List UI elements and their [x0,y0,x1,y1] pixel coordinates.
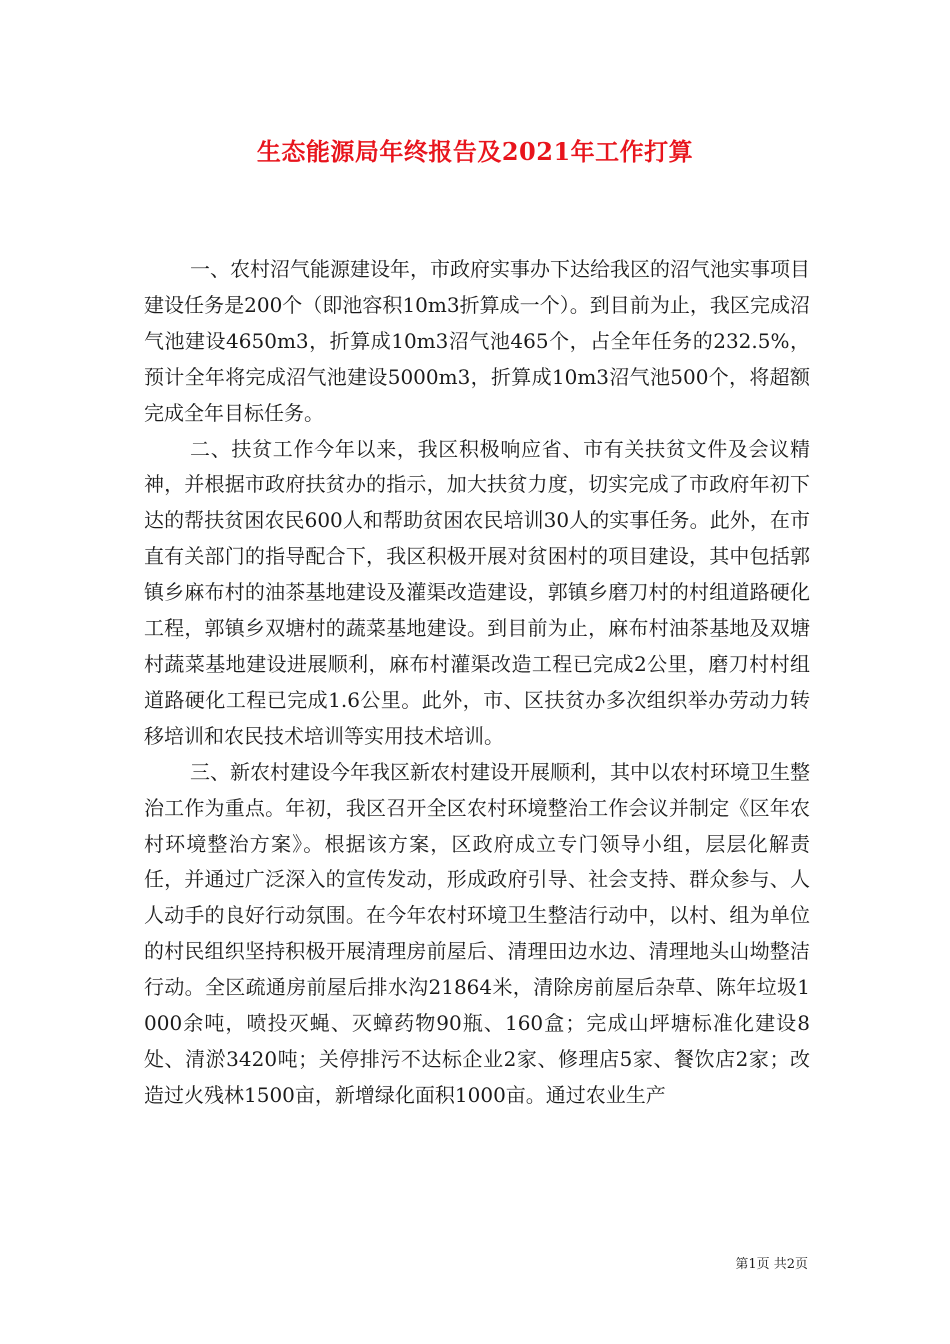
document-title: 生态能源局年终报告及2021年工作打算 [256,137,694,166]
page-number: 第1页 共2页 [735,1257,808,1272]
paragraph-biogas: 一、农村沼气能源建设年，市政府实事办下达给我区的沼气池实事项目建设任务是200个（即池容积10m3折算成一个）。到目前为止，我区完成沼气池建设4650m3，折算成10m3沼气池465个，占全年任务的232.5%，预计全年将完成沼气池建设5000m3，折算成10m3沼气池500个，将超额完成全年目标任务。 [144,257,810,425]
paragraph-new-countryside: 三、新农村建设今年我区新农村建设开展顺利，其中以农村环境卫生整治工作为重点。年初，我区召开全区农村环境整治工作会议并制定《区年农村环境整治方案》。根据该方案，区政府成立专门领导小组，层层化解责任，并通过广泛深入的宣传发动，形成政府引导、社会支持、群众参与、人人动手的良好行动氛围。在今年农村环境卫生整洁行动中，以村、组为单位的村民组织坚持积极开展清理房前屋后、清理田边水边、清理地头山坳整洁行动。全区疏通房前屋后排水沟21864米，清除房前屋后杂草、陈年垃圾1000余吨，喷投灭蝇、灭蟑药物90瓶、160盒；完成山坪塘标准化建设8处、清淤3420吨；关停排污不达标企业2家、修理店5家、餐饮店2家；改造过火残林1500亩，新增绿化面积1000亩。通过农业生产 [144,759,810,1107]
paragraph-poverty-alleviation: 二、扶贫工作今年以来，我区积极响应省、市有关扶贫文件及会议精神，并根据市政府扶贫办的指示，加大扶贫力度，切实完成了市政府年初下达的帮扶贫困农民600人和帮助贫困农民培训30人的实事任务。此外，在市直有关部门的指导配合下，我区积极开展对贫困村的项目建设，其中包括郭镇乡麻布村的油茶基地建设及灌渠改造建设，郭镇乡磨刀村的村组道路硬化工程，郭镇乡双塘村的蔬菜基地建设。到目前为止，麻布村油茶基地及双塘村蔬菜基地建设进展顺利，麻布村灌渠改造工程已完成2公里，磨刀村村组道路硬化工程已完成1.6公里。此外，市、区扶贫办多次组织举办劳动力转移培训和农民技术培训等实用技术培训。 [144,436,810,748]
document-body [144,252,810,1114]
